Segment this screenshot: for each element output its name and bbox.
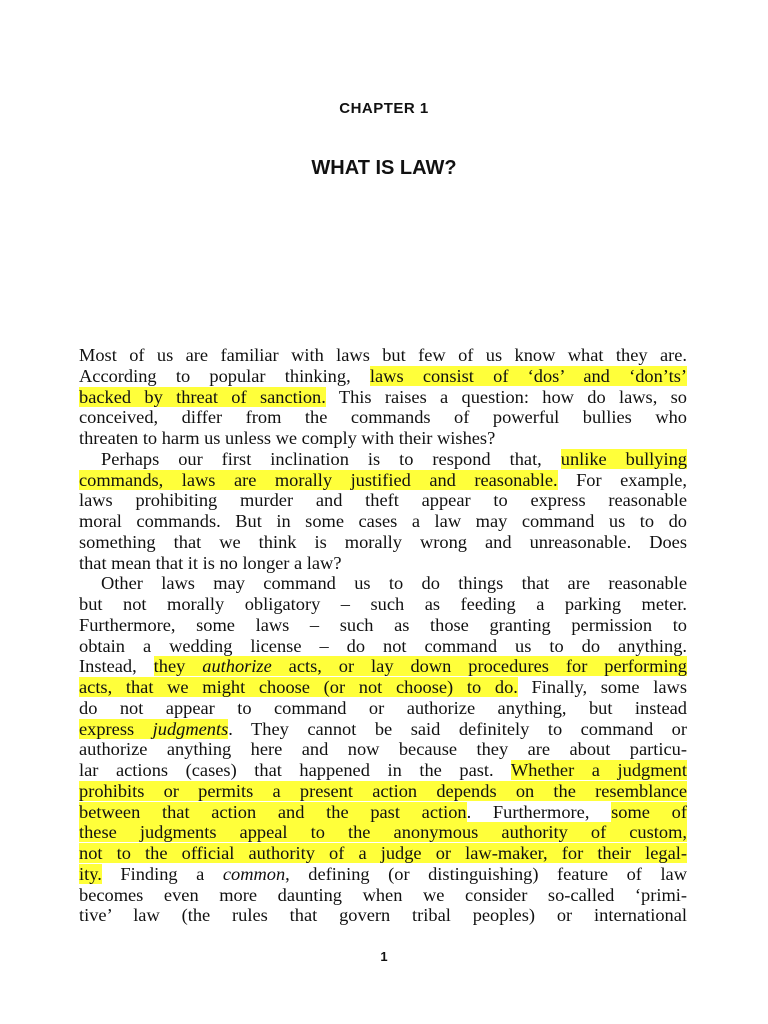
text-span: authorize anything here and now because they are about particu- bbox=[79, 739, 687, 760]
text-line bbox=[79, 739, 687, 760]
text-span: . Furthermore, bbox=[466, 801, 612, 822]
text-span: Instead, bbox=[79, 656, 154, 677]
highlighted-text: backed by threat of sanction. bbox=[79, 386, 326, 407]
chapter-label: CHAPTER 1 bbox=[339, 100, 429, 117]
text-line bbox=[79, 760, 687, 781]
highlighted-text: not to the official authority of a judge or law-maker, for their legal- bbox=[79, 843, 687, 863]
text-span: threaten to harm us unless we comply with their wishes? bbox=[79, 428, 496, 448]
text-span: common bbox=[222, 863, 286, 884]
text-line bbox=[79, 864, 687, 885]
highlighted-text: acts, or lay down procedures for performing bbox=[271, 656, 687, 677]
text-line bbox=[79, 719, 687, 740]
text-span: that mean that it is no longer a law? bbox=[79, 552, 342, 573]
text-line bbox=[79, 843, 687, 864]
highlighted-text: laws consist of ‘dos’ and ‘don’ts’ bbox=[369, 365, 687, 386]
text-span: but not morally obligatory – such as feeding a parking meter. bbox=[79, 594, 687, 614]
text-line bbox=[79, 636, 687, 657]
text-span: Furthermore, some laws – such as those granting permission to bbox=[79, 614, 687, 635]
text-line bbox=[79, 615, 687, 636]
text-line bbox=[79, 470, 687, 491]
highlighted-text: prohibits or permits a present action depends on the resemblance bbox=[79, 780, 687, 801]
text-line bbox=[79, 698, 687, 719]
text-line bbox=[79, 532, 687, 553]
text-span: conceived, differ from the commands of powerful bullies who bbox=[79, 407, 687, 428]
text-line bbox=[79, 573, 687, 594]
highlighted-text: between that action and the past action bbox=[79, 801, 467, 822]
text-line bbox=[79, 553, 687, 574]
highlighted-text: unlike bullying bbox=[560, 448, 687, 469]
text-line bbox=[79, 428, 687, 449]
text-span: becomes even more daunting when we consider so-called ‘primi- bbox=[79, 884, 687, 905]
text-span: , defining (or distinguishing) feature of law bbox=[285, 863, 687, 884]
text-span: laws prohibiting murder and theft appear to express reasonable bbox=[79, 490, 687, 511]
text-line bbox=[79, 656, 687, 677]
text-line bbox=[79, 905, 687, 926]
text-line bbox=[79, 511, 687, 532]
text-span: Most of us are familiar with laws but few of us know what they are. bbox=[79, 345, 687, 365]
text-line bbox=[79, 366, 687, 387]
text-line bbox=[79, 885, 687, 906]
text-span: obtain a wedding license – do not command us to do anything. bbox=[79, 635, 687, 656]
text-line bbox=[79, 781, 687, 802]
text-span: something that we think is morally wrong and unreasonable. Does bbox=[79, 531, 687, 552]
text-span: Finally, some laws bbox=[517, 677, 687, 697]
text-span: Finding a bbox=[101, 863, 223, 884]
highlighted-text: ity. bbox=[79, 863, 102, 884]
text-span: According to popular thinking, bbox=[79, 365, 370, 386]
highlighted-text: they bbox=[153, 656, 203, 677]
text-line bbox=[79, 677, 687, 698]
highlighted-text: acts, that we might choose (or not choose) to do. bbox=[79, 677, 518, 697]
text-line bbox=[79, 407, 687, 428]
text-line bbox=[79, 490, 687, 511]
text-span: Other laws may command us to do things that are reasonable bbox=[101, 573, 687, 594]
text-span: For example, bbox=[557, 469, 687, 490]
highlighted-text: express bbox=[79, 718, 153, 739]
page-number: 1 bbox=[380, 949, 388, 964]
text-span: lar actions (cases) that happened in the past. bbox=[79, 760, 511, 780]
text-line bbox=[79, 802, 687, 823]
chapter-title: WHAT IS LAW? bbox=[311, 157, 457, 179]
text-span: . They cannot be said definitely to command or bbox=[228, 718, 687, 739]
text-span: This raises a question: how do laws, so bbox=[325, 386, 687, 407]
text-line bbox=[79, 594, 687, 615]
highlighted-text: authorize bbox=[202, 656, 272, 677]
text-span: Perhaps our first inclination is to respond that, bbox=[101, 448, 561, 469]
highlighted-text: judgments bbox=[152, 718, 229, 739]
highlighted-text: some of bbox=[611, 801, 687, 822]
text-span: tive’ law (the rules that govern tribal peoples) or international bbox=[79, 905, 687, 926]
text-span: do not appear to command or authorize anything, but instead bbox=[79, 697, 687, 718]
text-line bbox=[79, 345, 687, 366]
highlighted-text: Whether a judgment bbox=[510, 760, 687, 780]
highlighted-text: commands, laws are morally justified and reasonable. bbox=[79, 469, 558, 490]
text-span: moral commands. But in some cases a law may command us to do bbox=[79, 511, 687, 531]
highlighted-text: these judgments appeal to the anonymous authority of custom, bbox=[79, 822, 687, 843]
text-line bbox=[79, 822, 687, 843]
body-text bbox=[79, 345, 687, 926]
text-line bbox=[79, 449, 687, 470]
text-line bbox=[79, 387, 687, 408]
